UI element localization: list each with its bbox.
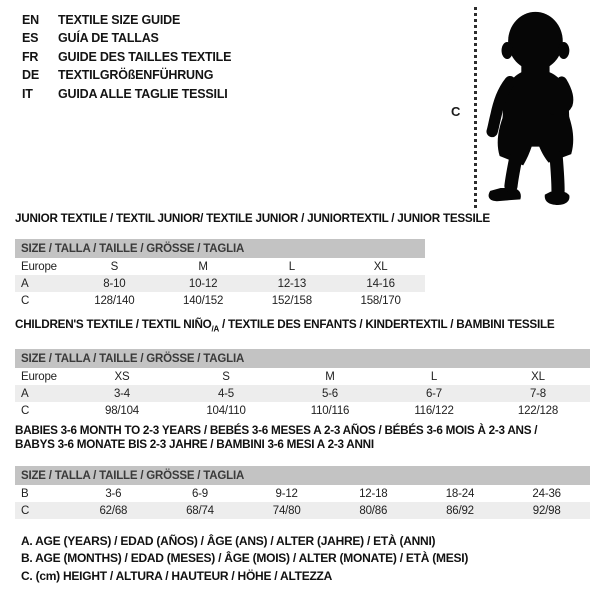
lang-title: TEXTILGRÖßENFÜHRUNG: [58, 68, 214, 83]
age-cell: 3-4: [70, 385, 174, 402]
height-cell: 68/74: [157, 502, 244, 519]
lang-title: GUIDE DES TAILLES TEXTILE: [58, 49, 232, 64]
junior-size-table: [15, 239, 425, 309]
lang-code: ES: [22, 31, 39, 46]
junior-textile-section: [15, 212, 490, 309]
lang-row-de: [22, 66, 231, 84]
table-row-europe: [15, 258, 425, 275]
height-dashed-line: [474, 7, 477, 209]
table-row-age: [15, 275, 425, 292]
lang-row-fr: [22, 48, 231, 66]
row-label: C: [21, 404, 30, 417]
lang-row-en: [22, 11, 231, 29]
height-cell: 104/110: [206, 404, 246, 417]
lang-title: GUIDA ALLE TAGLIE TESSILI: [58, 86, 228, 101]
language-header: [22, 11, 231, 103]
table-row-height: [15, 502, 590, 519]
size-cell: S: [222, 370, 230, 383]
height-cell: 128/140: [94, 294, 135, 307]
note-height: C. (cm) HEIGHT / ALTURA / HAUTEUR / HÖHE / ALTEZZA: [21, 568, 333, 583]
childrens-size-table: [15, 349, 590, 419]
table-row-europe: [15, 368, 590, 385]
age-cell: 7-8: [486, 385, 590, 402]
junior-table-title: JUNIOR TEXTILE / TEXTIL JUNIOR/ TEXTILE JUNIOR / JUNIORTEXTIL / JUNIOR TESSILE: [15, 212, 490, 225]
babies-textile-section: [15, 424, 590, 519]
size-band-header: SIZE / TALLA / TAILLE / GRÖSSE / TAGLIA: [15, 239, 425, 258]
title-suffix: / TEXTILE DES ENFANTS / KINDERTEXTIL / BAMBINI TESSILE: [219, 318, 555, 331]
table-row-months: [15, 485, 590, 502]
height-cell: 122/128: [517, 404, 559, 417]
size-cell: XL: [373, 260, 388, 273]
age-cell: 14-16: [336, 275, 425, 292]
months-cell: 12-18: [359, 487, 388, 500]
height-cell: 62/68: [70, 502, 157, 519]
babies-table-title-line1: BABIES 3-6 MONTH TO 2-3 YEARS / BEBÉS 3-6 MESES A 2-3 AÑOS / BÉBÉS 3-6 MOIS À 2-3 ANS /: [15, 424, 538, 437]
lang-code: FR: [22, 49, 39, 64]
age-cell: 12-13: [248, 275, 337, 292]
row-label: Europe: [21, 260, 57, 273]
lang-title: TEXTILE SIZE GUIDE: [58, 13, 181, 27]
age-cell: 8-10: [70, 275, 159, 292]
months-cell: 18-24: [445, 487, 475, 500]
size-cell: S: [110, 260, 119, 273]
row-label: Europe: [21, 370, 57, 383]
title-prefix: CHILDREN'S TEXTILE / TEXTIL NIÑO: [15, 318, 212, 331]
babies-size-table: [15, 466, 590, 519]
row-label: A: [15, 385, 70, 402]
note-age-months: B. AGE (MONTHS) / EDAD (MESES) / ÂGE (MOIS) / ALTER (MONATE) / ETÀ (MESI): [21, 551, 469, 566]
size-band-header: SIZE / TALLA / TAILLE / GRÖSSE / TAGLIA: [15, 349, 590, 368]
size-cell: XL: [531, 370, 545, 383]
row-label: B: [21, 487, 29, 500]
height-figure: [440, 0, 600, 215]
height-cell: 110/116: [310, 404, 350, 417]
age-cell: 10-12: [159, 275, 248, 292]
baby-silhouette-icon: [478, 6, 591, 209]
height-cell: 86/92: [417, 502, 504, 519]
months-cell: 24-36: [532, 487, 561, 500]
height-cell: 92/98: [503, 502, 590, 519]
childrens-textile-section: [15, 318, 590, 419]
table-row-age: [15, 385, 590, 402]
size-cell: XS: [114, 370, 130, 383]
table-row-height: [15, 292, 425, 309]
height-cell: 158/170: [360, 294, 401, 307]
height-cell: 74/80: [243, 502, 330, 519]
legend-notes: [21, 533, 468, 585]
height-cell: 140/152: [183, 294, 224, 307]
size-cell: M: [325, 370, 335, 383]
note-age-years: A. AGE (YEARS) / EDAD (AÑOS) / ÂGE (ANS) / ALTER (JAHRE) / ETÀ (ANNI): [21, 534, 436, 548]
childrens-table-title: [15, 318, 590, 336]
size-cell: L: [430, 370, 438, 383]
row-label: A: [15, 275, 70, 292]
age-cell: 6-7: [382, 385, 486, 402]
lang-row-it: [22, 85, 231, 103]
table-row-height: [15, 402, 590, 419]
months-cell: 6-9: [191, 487, 208, 500]
months-cell: 9-12: [275, 487, 298, 500]
lang-title: GUÍA DE TALLAS: [58, 31, 159, 46]
lang-code: EN: [22, 13, 39, 27]
height-cell: 80/86: [330, 502, 417, 519]
height-cell: 116/122: [414, 404, 454, 417]
height-measure-label: C: [451, 104, 461, 119]
size-band-header: SIZE / TALLA / TAILLE / GRÖSSE / TAGLIA: [15, 466, 590, 485]
size-cell: L: [288, 260, 295, 273]
age-cell: 5-6: [278, 385, 382, 402]
size-cell: M: [198, 260, 208, 273]
row-label: C: [15, 502, 70, 519]
babies-table-title-line2: BABYS 3-6 MONATE BIS 2-3 JAHRE / BAMBINI 3-6 MESI A 2-3 ANNI: [15, 438, 374, 451]
age-cell: 4-5: [174, 385, 278, 402]
lang-code: IT: [22, 86, 33, 101]
lang-row-es: [22, 29, 231, 47]
row-label: C: [21, 294, 30, 307]
lang-code: DE: [22, 68, 39, 83]
height-cell: 98/104: [105, 404, 139, 417]
height-cell: 152/158: [271, 294, 312, 307]
months-cell: 3-6: [105, 487, 122, 500]
title-subscript: /A: [211, 324, 220, 334]
